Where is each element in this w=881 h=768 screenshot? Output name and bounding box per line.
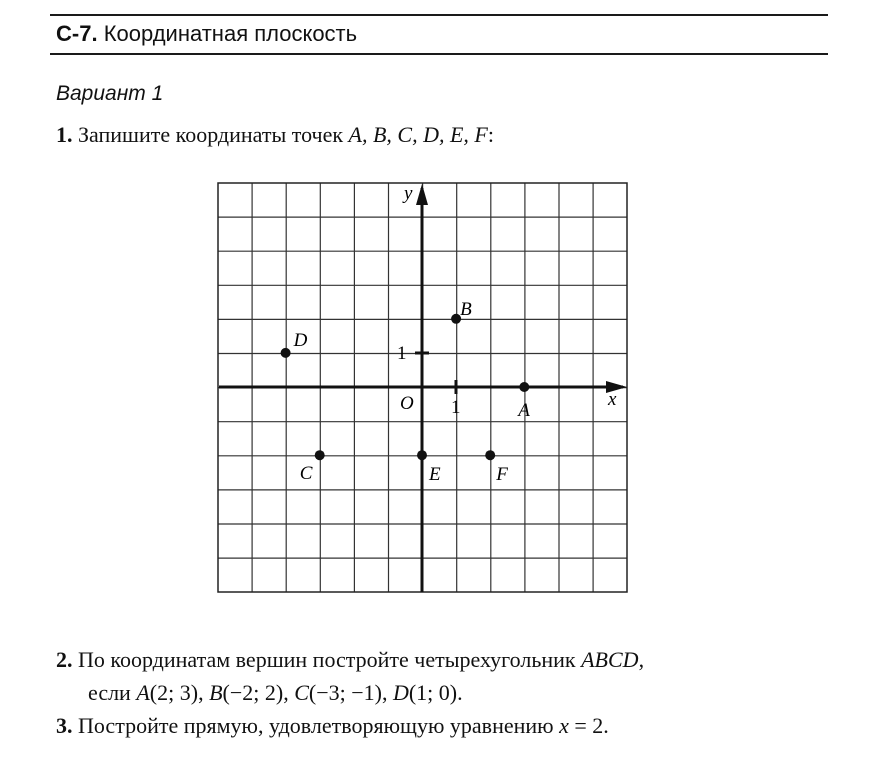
task-1-points: A, B, C, D, E, F (348, 122, 488, 147)
y-axis-arrow (416, 184, 428, 205)
point-label-a: A (518, 400, 530, 421)
worksheet-title (56, 21, 357, 47)
vertex-c-coords: (−3; −1) (308, 680, 382, 705)
task-2-number: 2. (56, 647, 73, 672)
point-label-b: B (460, 298, 472, 320)
task-1-colon: : (487, 122, 494, 147)
vertex-a-coords: (2; 3) (149, 680, 199, 705)
vertex-b-coords: (−2; 2) (222, 680, 284, 705)
vertex-c-sep: , (381, 680, 393, 705)
vertex-d-coords: (1; 0) (408, 680, 458, 705)
point-a (519, 382, 529, 392)
points-layer (281, 299, 531, 485)
vertex-b-sep: , (283, 680, 295, 705)
x-unit-label: 1 (451, 397, 461, 418)
point-label-f: F (496, 464, 508, 486)
equation-variable: x (559, 713, 569, 738)
task-3-number: 3. (56, 713, 73, 738)
point-c (315, 450, 325, 460)
worksheet-topic: Координатная плоскость (103, 21, 358, 46)
vertex-c-name: C (294, 680, 309, 705)
task-2-text: По координатам вершин постройте четырехугольник (78, 647, 576, 672)
x-axis-label: x (608, 389, 617, 410)
equation-rest: = 2. (568, 713, 609, 738)
variant-label: Вариант 1 (56, 82, 164, 105)
task-1 (56, 122, 494, 148)
point-label-d: D (293, 329, 308, 351)
point-d (281, 348, 291, 358)
task-2 (56, 643, 644, 709)
vertex-d-sep: . (457, 680, 463, 705)
y-unit-label: 1 (397, 343, 407, 364)
task-2-prefix: если (88, 680, 131, 705)
vertex-a-name: A (136, 680, 150, 705)
point-e (417, 450, 427, 460)
origin-label: O (400, 393, 414, 414)
task-2-line-2 (56, 676, 644, 709)
vertex-b-name: B (209, 680, 223, 705)
point-label-e: E (429, 464, 441, 486)
header-bottom-rule (50, 53, 828, 55)
coordinate-plane (217, 182, 629, 594)
worksheet-code: С-7. (56, 21, 98, 46)
task-2-line-1 (56, 643, 644, 676)
task-1-text: Запишите координаты точек (78, 122, 344, 147)
task-3 (56, 713, 609, 739)
y-axis-label: y (404, 183, 413, 204)
task-2-comma: , (638, 647, 645, 672)
point-label-c: C (299, 463, 313, 485)
task-3-text: Постройте прямую, удовлетворяющую уравнению (78, 713, 554, 738)
vertex-a-sep: , (198, 680, 210, 705)
point-f (485, 450, 495, 460)
vertex-d-name: D (392, 680, 409, 705)
top-rule (50, 14, 828, 16)
quadrilateral-name: ABCD (581, 647, 639, 672)
task-1-number: 1. (56, 122, 73, 147)
